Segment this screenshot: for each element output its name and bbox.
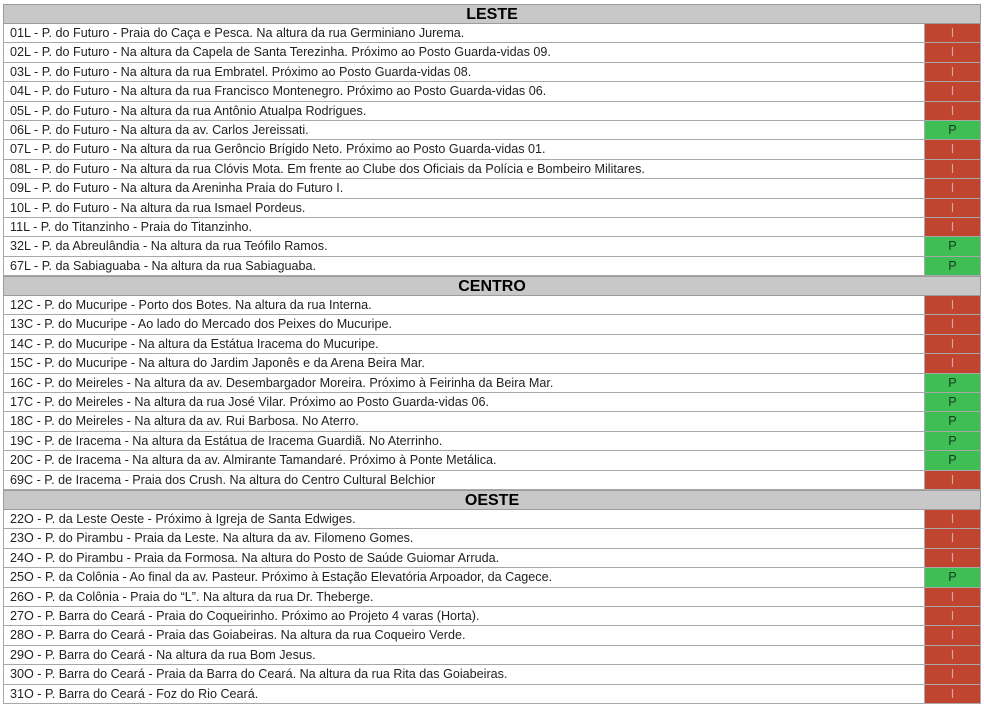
status-badge: I — [925, 607, 980, 625]
beach-point-description: 03L - P. do Futuro - Na altura da rua Embratel. Próximo ao Posto Guarda-vidas 08. — [4, 63, 925, 81]
status-badge: I — [925, 510, 980, 528]
status-badge: I — [925, 24, 980, 42]
beach-point-description: 07L - P. do Futuro - Na altura da rua Gerôncio Brígido Neto. Próximo ao Posto Guarda-vidas 01. — [4, 140, 925, 158]
status-badge: I — [925, 354, 980, 372]
table-row — [3, 160, 981, 179]
beach-point-description: 15C - P. do Mucuripe - Na altura do Jardim Japonês e da Arena Beira Mar. — [4, 354, 925, 372]
beach-point-description: 19C - P. de Iracema - Na altura da Estátua de Iracema Guardiã. No Aterrinho. — [4, 432, 925, 450]
status-badge: I — [925, 549, 980, 567]
beach-point-description: 16C - P. do Meireles - Na altura da av. Desembargador Moreira. Próximo à Feirinha da Beira Mar. — [4, 374, 925, 392]
status-badge: I — [925, 665, 980, 683]
status-badge: I — [925, 63, 980, 81]
table-row — [3, 237, 981, 256]
table-row — [3, 121, 981, 140]
beach-point-description: 29O - P. Barra do Ceará - Na altura da rua Bom Jesus. — [4, 646, 925, 664]
status-badge: P — [925, 374, 980, 392]
beach-point-description: 18C - P. do Meireles - Na altura da av. Rui Barbosa. No Aterro. — [4, 412, 925, 430]
beach-point-description: 24O - P. do Pirambu - Praia da Formosa. Na altura do Posto de Saúde Guiomar Arruda. — [4, 549, 925, 567]
beach-point-description: 32L - P. da Abreulândia - Na altura da rua Teófilo Ramos. — [4, 237, 925, 255]
table-row — [3, 374, 981, 393]
table-row — [3, 626, 981, 645]
beach-point-description: 20C - P. de Iracema - Na altura da av. Almirante Tamandaré. Próximo à Ponte Metálica. — [4, 451, 925, 469]
table-row — [3, 646, 981, 665]
beach-point-description: 22O - P. da Leste Oeste - Próximo à Igreja de Santa Edwiges. — [4, 510, 925, 528]
table-row — [3, 102, 981, 121]
section-header-leste: LESTE — [3, 4, 981, 24]
table-row — [3, 665, 981, 684]
beach-balneability-table — [3, 4, 981, 704]
table-row — [3, 510, 981, 529]
table-row — [3, 432, 981, 451]
status-badge: I — [925, 685, 980, 703]
status-badge: I — [925, 588, 980, 606]
table-row — [3, 63, 981, 82]
table-row — [3, 451, 981, 470]
status-badge: I — [925, 160, 980, 178]
status-badge: P — [925, 568, 980, 586]
beach-point-description: 17C - P. do Meireles - Na altura da rua José Vilar. Próximo ao Posto Guarda-vidas 06. — [4, 393, 925, 411]
beach-point-description: 25O - P. da Colônia - Ao final da av. Pasteur. Próximo à Estação Elevatória Arpoador, da Cagece. — [4, 568, 925, 586]
status-badge: I — [925, 179, 980, 197]
beach-point-description: 11L - P. do Titanzinho - Praia do Titanzinho. — [4, 218, 925, 236]
beach-point-description: 23O - P. do Pirambu - Praia da Leste. Na altura da av. Filomeno Gomes. — [4, 529, 925, 547]
table-row — [3, 43, 981, 62]
status-badge: P — [925, 393, 980, 411]
table-row — [3, 335, 981, 354]
table-row — [3, 24, 981, 43]
beach-point-description: 14C - P. do Mucuripe - Na altura da Estátua Iracema do Mucuripe. — [4, 335, 925, 353]
beach-point-description: 12C - P. do Mucuripe - Porto dos Botes. Na altura da rua Interna. — [4, 296, 925, 314]
status-badge: I — [925, 102, 980, 120]
table-row — [3, 199, 981, 218]
status-badge: I — [925, 218, 980, 236]
table-row — [3, 140, 981, 159]
status-badge: P — [925, 257, 980, 275]
table-row — [3, 179, 981, 198]
status-badge: P — [925, 451, 980, 469]
table-row — [3, 471, 981, 490]
status-badge: P — [925, 432, 980, 450]
status-badge: I — [925, 296, 980, 314]
table-row — [3, 685, 981, 704]
table-row — [3, 588, 981, 607]
beach-point-description: 31O - P. Barra do Ceará - Foz do Rio Ceará. — [4, 685, 925, 703]
beach-point-description: 08L - P. do Futuro - Na altura da rua Clóvis Mota. Em frente ao Clube dos Oficiais da Polícia e Bombeiro Militares. — [4, 160, 925, 178]
status-badge: P — [925, 412, 980, 430]
table-row — [3, 549, 981, 568]
status-badge: I — [925, 529, 980, 547]
table-row — [3, 257, 981, 276]
beach-point-description: 02L - P. do Futuro - Na altura da Capela de Santa Terezinha. Próximo ao Posto Guarda-vidas 09. — [4, 43, 925, 61]
status-badge: P — [925, 237, 980, 255]
beach-point-description: 27O - P. Barra do Ceará - Praia do Coqueirinho. Próximo ao Projeto 4 varas (Horta). — [4, 607, 925, 625]
beach-point-description: 09L - P. do Futuro - Na altura da Areninha Praia do Futuro I. — [4, 179, 925, 197]
beach-point-description: 10L - P. do Futuro - Na altura da rua Ismael Pordeus. — [4, 199, 925, 217]
section-header-oeste: OESTE — [3, 490, 981, 510]
status-badge: P — [925, 121, 980, 139]
beach-point-description: 05L - P. do Futuro - Na altura da rua Antônio Atualpa Rodrigues. — [4, 102, 925, 120]
beach-point-description: 67L - P. da Sabiaguaba - Na altura da rua Sabiaguaba. — [4, 257, 925, 275]
beach-point-description: 04L - P. do Futuro - Na altura da rua Francisco Montenegro. Próximo ao Posto Guarda-vidas 06. — [4, 82, 925, 100]
beach-point-description: 06L - P. do Futuro - Na altura da av. Carlos Jereissati. — [4, 121, 925, 139]
table-row — [3, 315, 981, 334]
table-row — [3, 354, 981, 373]
status-badge: I — [925, 335, 980, 353]
beach-point-description: 26O - P. da Colônia - Praia do “L”. Na altura da rua Dr. Theberge. — [4, 588, 925, 606]
status-badge: I — [925, 315, 980, 333]
table-row — [3, 218, 981, 237]
table-row — [3, 412, 981, 431]
table-row — [3, 568, 981, 587]
table-row — [3, 393, 981, 412]
section-header-centro: CENTRO — [3, 276, 981, 296]
status-badge: I — [925, 626, 980, 644]
status-badge: I — [925, 140, 980, 158]
beach-point-description: 30O - P. Barra do Ceará - Praia da Barra do Ceará. Na altura da rua Rita das Goiabeiras. — [4, 665, 925, 683]
beach-point-description: 69C - P. de Iracema - Praia dos Crush. Na altura do Centro Cultural Belchior — [4, 471, 925, 489]
table-row — [3, 607, 981, 626]
status-badge: I — [925, 43, 980, 61]
table-row — [3, 529, 981, 548]
status-badge: I — [925, 199, 980, 217]
beach-point-description: 28O - P. Barra do Ceará - Praia das Goiabeiras. Na altura da rua Coqueiro Verde. — [4, 626, 925, 644]
status-badge: I — [925, 471, 980, 489]
table-row — [3, 82, 981, 101]
beach-point-description: 13C - P. do Mucuripe - Ao lado do Mercado dos Peixes do Mucuripe. — [4, 315, 925, 333]
status-badge: I — [925, 82, 980, 100]
beach-point-description: 01L - P. do Futuro - Praia do Caça e Pesca. Na altura da rua Germiniano Jurema. — [4, 24, 925, 42]
status-badge: I — [925, 646, 980, 664]
table-row — [3, 296, 981, 315]
